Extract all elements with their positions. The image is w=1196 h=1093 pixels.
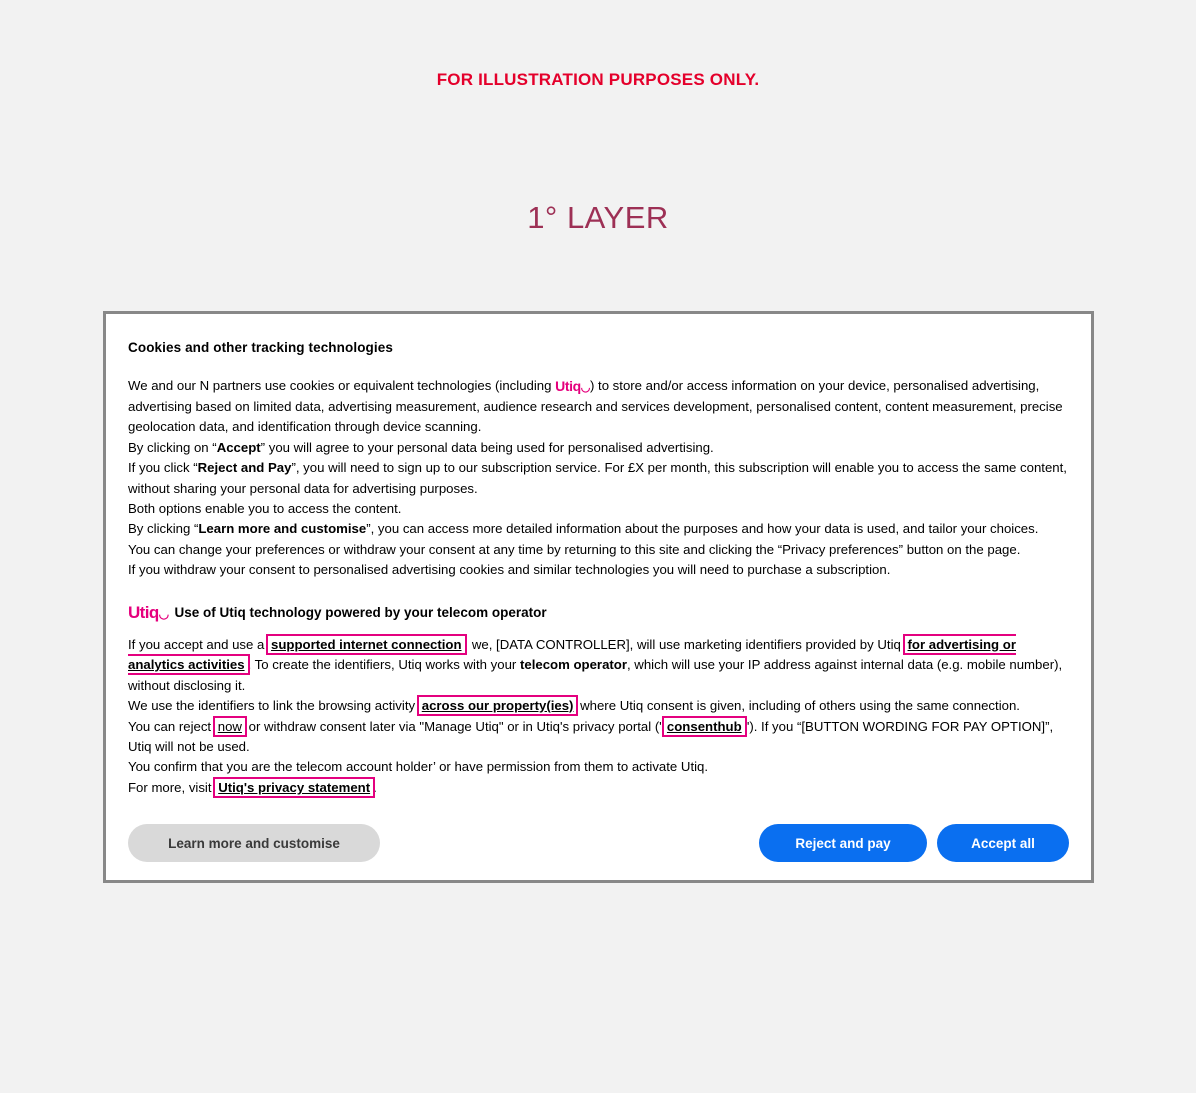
utiq-logo-text: Utiq [555, 378, 581, 394]
utiq-logo-tail: ◡ [580, 382, 590, 394]
illustration-note: FOR ILLUSTRATION PURPOSES ONLY. [436, 70, 760, 89]
utiq-p5-part1: For more, visit [128, 779, 216, 795]
utiq-p2-part2: where Utiq consent is given, including of others using the same connection. [576, 698, 1020, 714]
utiq-paragraph-reject-now [128, 717, 1069, 758]
paragraph-accept-bold: Accept [216, 439, 261, 455]
utiq-paragraph-account-holder: You confirm that you are the telecom account holder’ or have permission from them to activate Utiq. [128, 759, 709, 775]
paragraph-reject-pay-part2: ”, you will need to sign up to our subscription service. For £X per month, this subscription will enable you to access the same content, without sharing your personal data for advertising purposes. [128, 460, 1067, 496]
utiq-p3-part1: You can reject [128, 718, 215, 734]
utiq-section-body [128, 635, 1069, 799]
utiq-paragraph-browsing-activity [128, 696, 1069, 716]
link-consenthub[interactable]: consenthub [664, 718, 745, 735]
paragraph-withdraw-consent: If you withdraw your consent to personalised advertising cookies and similar technologies you will need to purchase a subscription. [128, 562, 891, 578]
paragraph-learn-more-part2: ”, you can access more detailed information about the purposes and how your data is used, and tailor your choices. [366, 521, 1039, 537]
utiq-section-heading-label: Use of Utiq technology powered by your telecom operator [174, 605, 547, 621]
paragraph-accept-part1: By clicking on “ [128, 439, 217, 455]
paragraph-intro-part2: ) to store and/or access information on your device, personalised advertising, advertising based on limited data, advertising measurement, audience research and services development, personalised content, content measurement, precise geolocation data, and identification through device scanning. [128, 378, 1063, 435]
paragraph-learn-more-part1: By clicking “ [128, 521, 199, 537]
link-supported-internet-connection[interactable]: supported internet connection [268, 636, 465, 653]
link-utiq-privacy-statement[interactable]: Utiq's privacy statement [215, 779, 373, 796]
utiq-section-heading [128, 603, 1069, 623]
utiq-p3-part3: "). If you “[BUTTON WORDING FOR PAY OPTION]”, Utiq will not be used. [128, 718, 1054, 755]
paragraph-learn-more-bold: Learn more and customise [198, 521, 367, 537]
link-for-advertising-or-analytics-activities[interactable]: for advertising or analytics activities [128, 636, 1016, 673]
paragraph-accept-part2: ” you will agree to your personal data being used for personalised advertising. [260, 439, 714, 455]
utiq-paragraph-privacy-statement [128, 778, 1069, 798]
page-title: 1° LAYER [527, 200, 669, 235]
primary-actions-group [759, 824, 1069, 862]
paragraph-reject-pay-part1: If you click “ [128, 460, 198, 476]
paragraph-both-options: Both options enable you to access the content. [128, 500, 402, 516]
cookie-consent-banner [103, 311, 1094, 883]
utiq-p2-part1: We use the identifiers to link the browsing activity [128, 698, 419, 714]
learn-more-and-customise-button[interactable]: Learn more and customise [128, 824, 380, 862]
utiq-logo-tail: ◡ [158, 606, 169, 621]
link-across-our-properties[interactable]: across our property(ies) [419, 697, 577, 714]
utiq-p1-bold: telecom operator [519, 657, 627, 673]
link-reject-now[interactable]: now [215, 718, 245, 735]
paragraph-change-preferences: You can change your preferences or withdraw your consent at any time by returning to this site and clicking the “Privacy preferences” button on the page. [128, 541, 1021, 557]
paragraph-learn-more [128, 519, 1069, 539]
utiq-p1-part1: If you accept and use a [128, 636, 269, 652]
paragraph-intro-part1: We and our N partners use cookies or equivalent technologies (including [128, 378, 556, 393]
utiq-p3-part2: or withdraw consent later via "Manage Utiq" or in Utiq's privacy portal (" [244, 718, 664, 734]
banner-heading: Cookies and other tracking technologies [128, 340, 393, 355]
utiq-logo-icon [555, 376, 590, 398]
paragraph-intro [128, 375, 1069, 438]
paragraph-accept [128, 438, 1069, 458]
accept-all-button[interactable]: Accept all [937, 824, 1069, 862]
utiq-p1-part2: , we, [DATA CONTROLLER], will use marketing identifiers provided by Utiq [464, 636, 905, 652]
utiq-p1-part4: , which will use your IP address against internal data (e.g. mobile number), without disclosing it. [128, 657, 1063, 693]
utiq-p5-part2: . [373, 779, 377, 795]
banner-actions [128, 824, 1069, 862]
paragraph-reject-pay [128, 458, 1069, 499]
utiq-paragraph-identifiers [128, 635, 1069, 696]
banner-body [128, 375, 1069, 581]
paragraph-reject-pay-bold: Reject and Pay [197, 460, 292, 476]
utiq-p1-part3: . To create the identifiers, Utiq works with your [247, 657, 520, 673]
utiq-logo-text: Utiq [128, 602, 159, 622]
utiq-logo-icon [128, 603, 169, 623]
reject-and-pay-button[interactable]: Reject and pay [759, 824, 927, 862]
